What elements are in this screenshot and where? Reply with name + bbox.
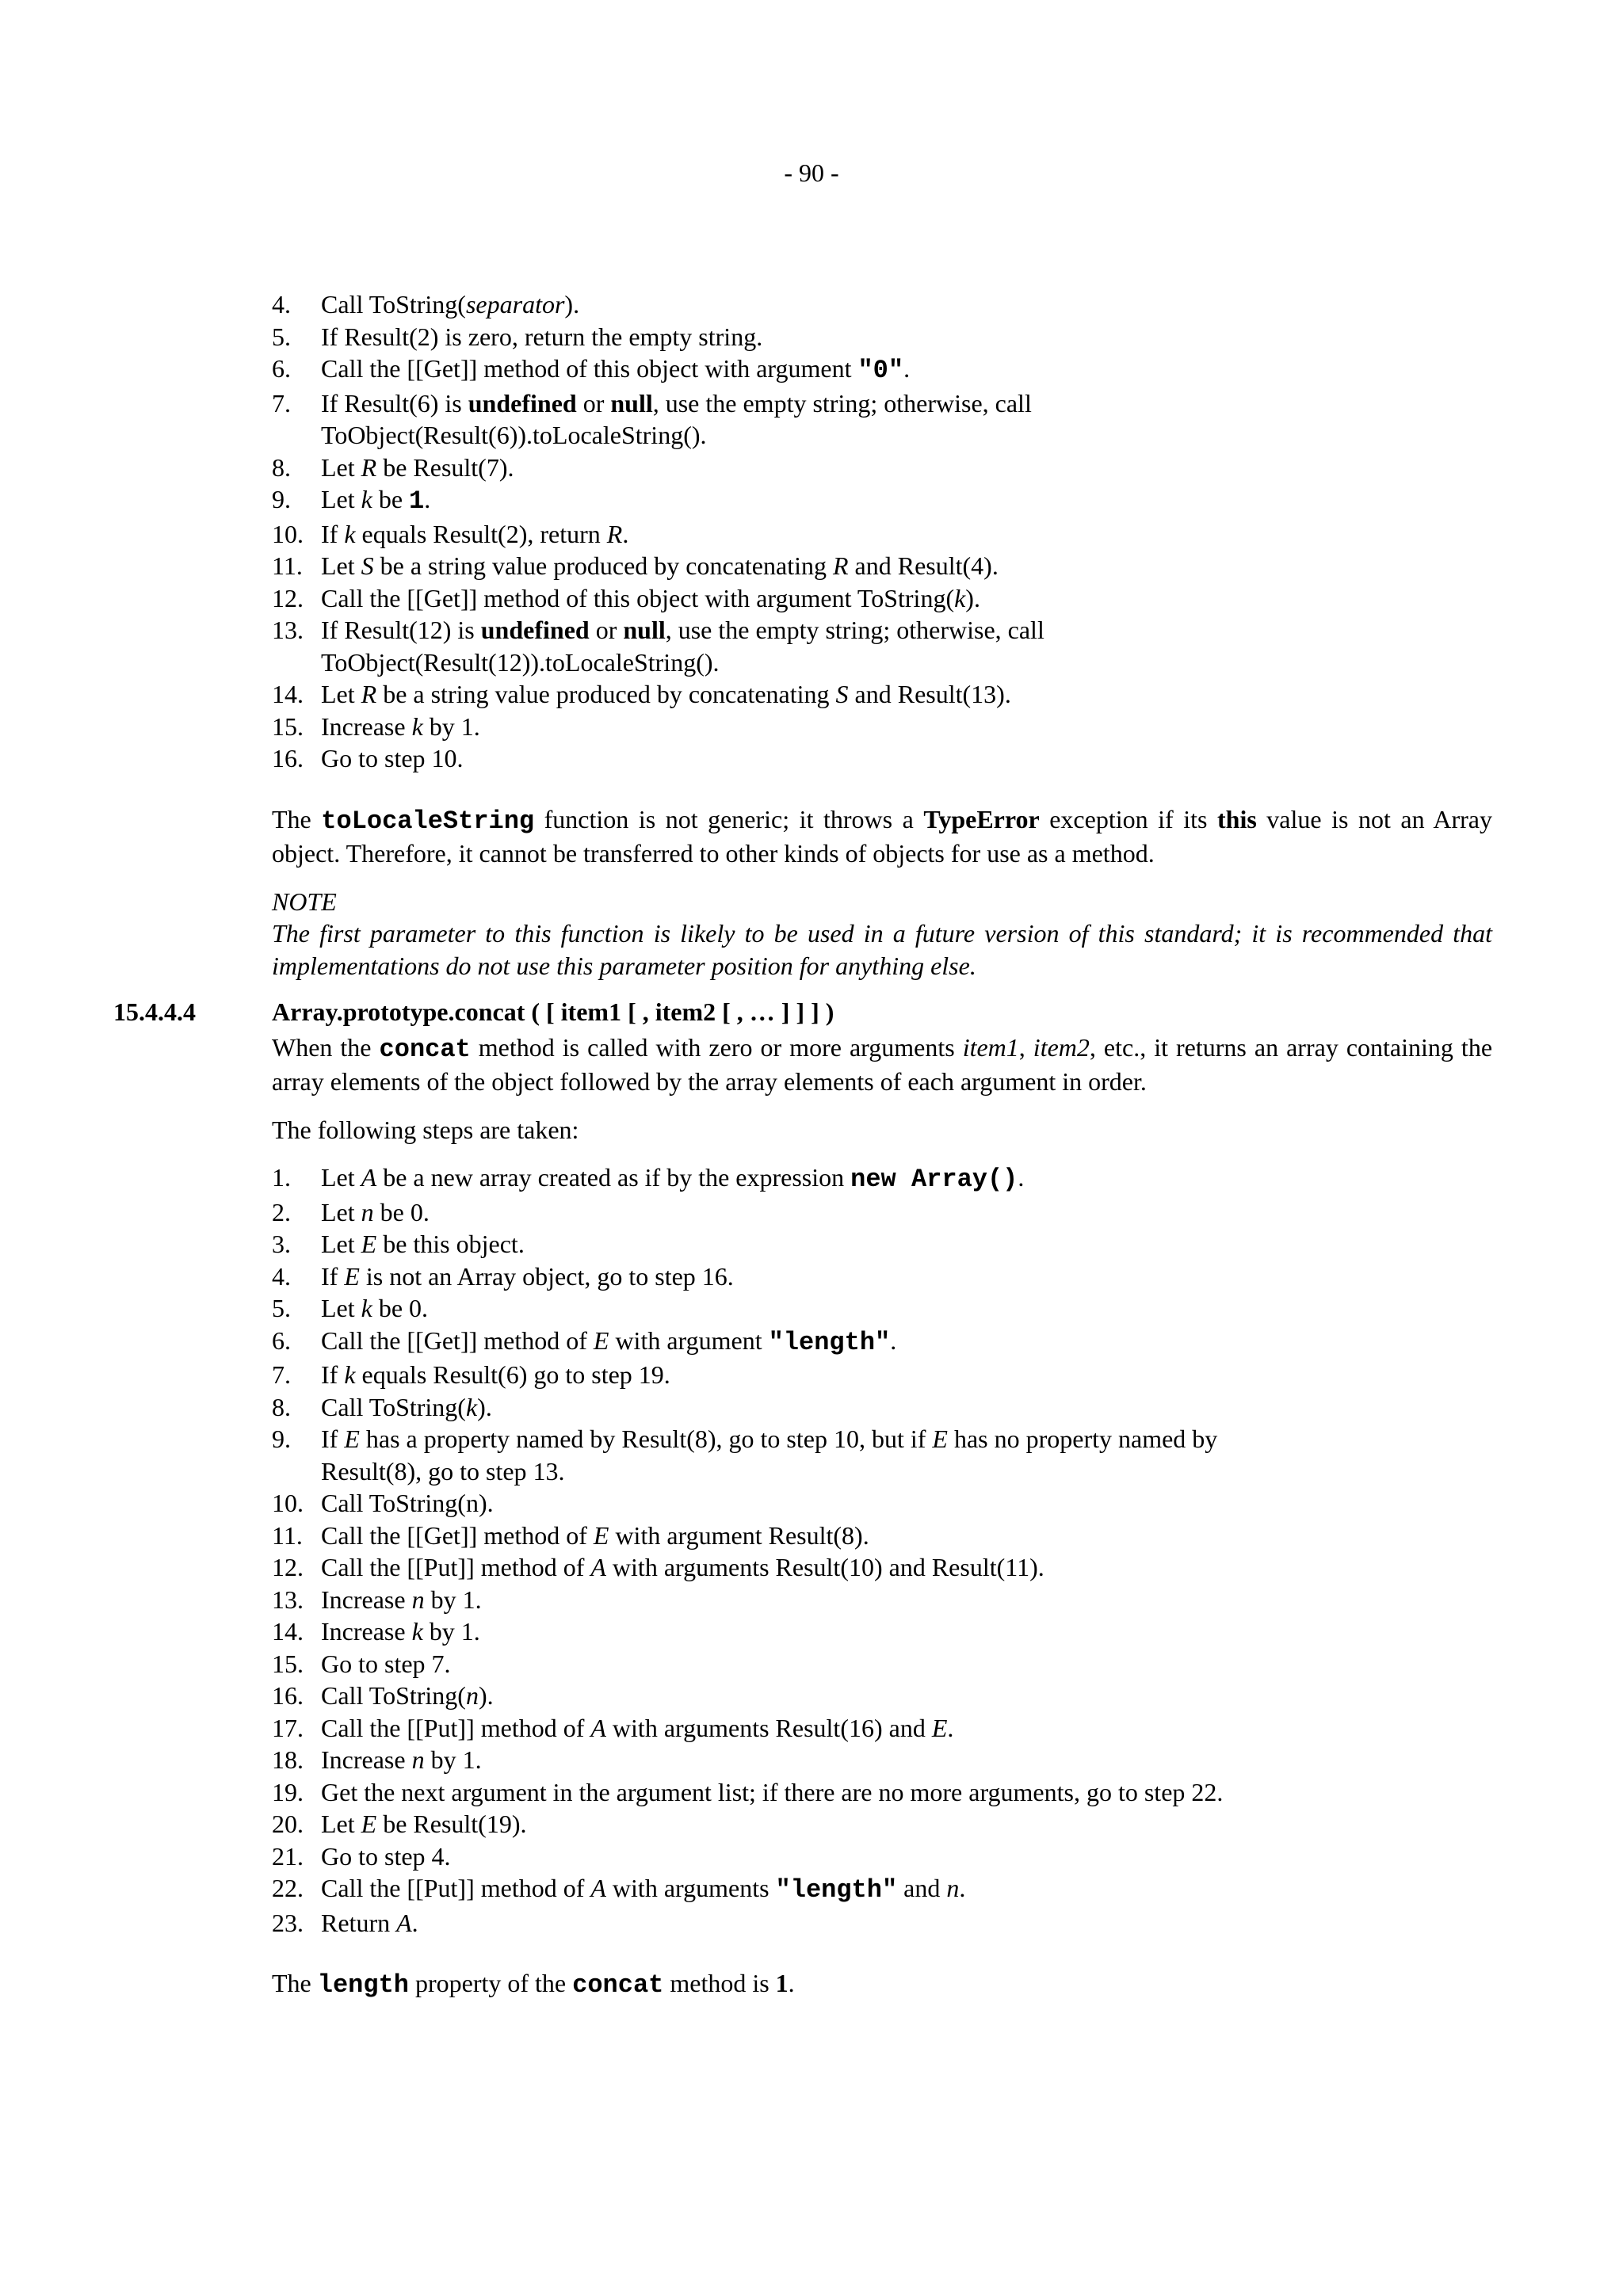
italic-text: k <box>361 485 372 513</box>
step-number: 21. <box>272 1841 304 1871</box>
italic-text: item2 <box>1033 1032 1090 1062</box>
list-item <box>272 1423 1492 1487</box>
step-number: 8. <box>272 452 291 482</box>
step-number: 4. <box>272 290 291 318</box>
generic-paragraph <box>272 803 1492 870</box>
step-text <box>321 744 464 772</box>
page-content <box>113 288 1493 2002</box>
steps-intro: The following steps are taken: <box>272 1115 579 1144</box>
text-run: exception if its <box>1039 804 1217 833</box>
text-run: be 0. <box>373 1197 430 1226</box>
list-item <box>272 483 1492 518</box>
list-item <box>272 614 1492 678</box>
step-text <box>321 1681 494 1710</box>
list-item <box>272 1808 1492 1840</box>
text-run: When the <box>272 1032 380 1062</box>
text-run: Go to step 10. <box>321 744 464 772</box>
step-number: 18. <box>272 1745 304 1774</box>
step-text <box>321 1650 451 1678</box>
step-text <box>321 1393 492 1421</box>
note-label: NOTE <box>272 887 337 916</box>
text-run: Call the [[Get]] method of this object with argument ToString( <box>321 583 955 612</box>
list-item <box>272 1872 1492 1907</box>
text-run: Increase <box>321 1585 412 1614</box>
list-item <box>272 1840 1492 1873</box>
text-run: is not an Array object, go to step 16. <box>359 1261 734 1291</box>
bold-text: 1 <box>775 1969 789 1997</box>
step-text <box>321 1617 480 1646</box>
italic-text: E <box>593 1325 609 1355</box>
section-title: Array.prototype.concat ( [ item1 [ , item2 [ , … ] ] ] ) <box>272 997 834 1026</box>
bold-text: TypeError <box>923 804 1040 833</box>
step-number: 15. <box>272 711 304 741</box>
italic-text: E <box>932 1425 948 1453</box>
step-number: 15. <box>272 1649 304 1678</box>
step-number: 12. <box>272 583 304 612</box>
list-item <box>272 1292 1492 1325</box>
step-number: 8. <box>272 1392 291 1421</box>
list-item <box>272 1487 1492 1520</box>
section-heading <box>113 996 1492 1028</box>
text-run: . <box>947 1713 954 1742</box>
list-item <box>272 1776 1492 1809</box>
text-run: Let <box>321 1810 361 1838</box>
text-run: , use the empty string; otherwise, call <box>652 388 1032 418</box>
step-number: 7. <box>272 1360 291 1389</box>
text-run: Let <box>321 1294 361 1322</box>
italic-text: A <box>590 1874 606 1902</box>
text-run: be a string value produced by concatenating <box>373 551 833 580</box>
italic-text: A <box>396 1908 412 1937</box>
step-text <box>321 322 762 351</box>
text-run: , use the empty string; otherwise, call <box>665 616 1044 644</box>
italic-text: A <box>590 1553 606 1581</box>
bold-text: null <box>623 616 666 644</box>
text-run: . <box>903 354 911 383</box>
text-run: Let <box>321 1197 361 1226</box>
note-text: The first parameter to this function is likely to be used in a future version of this standard; it is recommended that implementations do not use this parameter position for anything else. <box>272 919 1492 980</box>
list-item <box>272 1551 1492 1584</box>
step-text <box>321 1262 734 1291</box>
step-number: 4. <box>272 1261 291 1291</box>
text-run: function is not generic; it throws a <box>534 804 924 833</box>
text-run: Let <box>321 452 361 482</box>
italic-text: R <box>361 452 377 482</box>
list-item <box>272 1261 1492 1293</box>
text-run: If <box>321 519 345 548</box>
text-run: equals Result(6) go to step 19. <box>355 1360 670 1389</box>
text-run: Get the next argument in the argument list; if there are no more arguments, go to step 22. <box>321 1777 1224 1806</box>
text-run: . <box>890 1325 897 1355</box>
code-text: toLocaleString <box>321 806 535 836</box>
list-item <box>272 1744 1492 1776</box>
text-run: method is called with zero or more arguments <box>470 1032 963 1062</box>
step-number: 5. <box>272 1294 291 1322</box>
text-run: with arguments <box>605 1874 776 1902</box>
text-run: by 1. <box>422 1617 480 1646</box>
bold-text: undefined <box>480 616 590 644</box>
italic-text: A <box>590 1713 606 1742</box>
list-item <box>272 582 1492 615</box>
step-text <box>321 389 1032 450</box>
step-number: 6. <box>272 354 291 383</box>
code-text: concat <box>379 1034 471 1064</box>
step-text <box>321 1521 869 1550</box>
step-number: 20. <box>272 1810 304 1838</box>
text-run: and <box>897 1874 947 1902</box>
text-run: be 0. <box>372 1294 429 1322</box>
text-run: with argument <box>609 1325 769 1355</box>
step-number: 16. <box>272 1681 304 1710</box>
list-item <box>272 288 1492 321</box>
text-run: with argument Result(8). <box>609 1520 869 1550</box>
length-property-paragraph <box>272 1967 1492 2002</box>
text-run: Call ToString( <box>321 1681 466 1710</box>
step-text <box>321 1909 418 1937</box>
text-run: be a new array created as if by the expression <box>376 1163 851 1192</box>
text-run: The <box>272 1969 318 1997</box>
step-number: 9. <box>272 1425 291 1453</box>
text-run: Call the [[Put]] method of <box>321 1874 591 1902</box>
list-item <box>272 550 1492 582</box>
text-run: ToObject(Result(12)).toLocaleString(). <box>321 647 720 677</box>
italic-text: E <box>344 1425 360 1453</box>
text-run: or <box>576 388 611 418</box>
step-text <box>321 520 628 548</box>
bold-text: null <box>610 388 653 418</box>
step-text <box>321 551 999 580</box>
italic-text: item1 <box>962 1032 1019 1062</box>
list-item <box>272 742 1492 775</box>
list-item <box>272 711 1492 743</box>
step-text <box>321 1198 430 1226</box>
list-item <box>272 353 1492 387</box>
step-text <box>321 712 480 741</box>
concat-description <box>272 1032 1492 1098</box>
code-text: "length" <box>768 1327 891 1357</box>
text-run: If Result(12) is <box>321 616 481 644</box>
text-run: , <box>1018 1032 1033 1062</box>
step-number: 5. <box>272 322 291 351</box>
text-run: ). <box>564 290 580 318</box>
step-number: 10. <box>272 519 304 548</box>
text-run: with arguments Result(10) and Result(11). <box>605 1553 1044 1581</box>
italic-text: R <box>606 519 623 548</box>
italic-text: E <box>344 1261 360 1291</box>
step-text <box>321 1326 896 1355</box>
text-run: Increase <box>321 711 412 741</box>
text-run: be <box>372 485 410 513</box>
text-run: Result(8), go to step 13. <box>321 1456 565 1486</box>
step-text <box>321 1745 482 1774</box>
text-run: be a string value produced by concatenating <box>376 680 836 708</box>
list-item <box>272 1907 1492 1939</box>
italic-text: E <box>361 1230 377 1258</box>
text-run: has a property named by Result(8), go to step 10, but if <box>359 1425 933 1453</box>
bold-text: undefined <box>468 388 577 418</box>
text-run: Let <box>321 680 361 708</box>
text-run: Increase <box>321 1617 412 1646</box>
step-number: 6. <box>272 1325 291 1355</box>
step-text <box>321 485 431 516</box>
step-number: 1. <box>272 1163 291 1192</box>
code-text: "length" <box>775 1875 898 1905</box>
text-run: . <box>788 1969 795 1997</box>
text-run: Return <box>321 1908 397 1937</box>
step-number: 14. <box>272 1617 304 1646</box>
list-item <box>272 678 1492 711</box>
italic-text: k <box>411 1617 423 1646</box>
step-number: 16. <box>272 744 304 772</box>
step-number: 23. <box>272 1908 304 1937</box>
step-number: 3. <box>272 1230 291 1258</box>
step-text <box>321 1230 525 1258</box>
list-item <box>272 1161 1492 1196</box>
step-text <box>321 354 910 383</box>
step-number: 10. <box>272 1489 304 1517</box>
section-number: 15.4.4.4 <box>113 997 196 1026</box>
text-run: be this object. <box>376 1230 525 1258</box>
step-text <box>321 453 514 482</box>
list-item <box>272 1196 1492 1229</box>
text-run: Increase <box>321 1745 412 1774</box>
step-number: 7. <box>272 388 291 418</box>
italic-text: S <box>835 680 849 708</box>
text-run: . <box>1018 1163 1025 1192</box>
step-text <box>321 1163 1024 1192</box>
text-run: and Result(13). <box>848 680 1011 708</box>
text-run: Go to step 4. <box>321 1841 451 1871</box>
text-run: The <box>272 804 322 833</box>
step-number: 13. <box>272 616 304 644</box>
step-text <box>321 1489 494 1517</box>
text-run: by 1. <box>424 1585 482 1614</box>
step-text <box>321 1360 670 1389</box>
step-number: 19. <box>272 1777 304 1806</box>
list-item <box>272 1680 1492 1712</box>
list-item <box>272 1712 1492 1745</box>
text-run: be Result(19). <box>376 1810 527 1838</box>
code-text: length <box>317 1970 409 2000</box>
text-run: Let <box>321 1230 361 1258</box>
italic-text: E <box>593 1520 609 1550</box>
step-text <box>321 1294 428 1322</box>
text-run: property of the <box>408 1969 573 1997</box>
text-run: If Result(2) is zero, return the empty string. <box>321 322 763 351</box>
step-number: 2. <box>272 1197 291 1226</box>
list-item <box>272 1584 1492 1616</box>
step-number: 11. <box>272 1520 303 1550</box>
page-number: - 90 - <box>784 158 839 187</box>
step-text <box>321 1842 451 1871</box>
text-run: has no property named by <box>947 1425 1218 1453</box>
step-text <box>321 1553 1044 1581</box>
text-run: ). <box>965 583 980 612</box>
text-run: . <box>424 485 431 513</box>
step-number: 11. <box>272 551 303 580</box>
italic-text: R <box>361 680 377 708</box>
step-text <box>321 1810 526 1838</box>
italic-text: n <box>411 1745 425 1774</box>
concat-steps <box>272 1161 1492 1939</box>
list-item <box>272 1325 1492 1360</box>
text-run: If <box>321 1360 345 1389</box>
text-run: value is not an Array object. Therefore, it cannot be transferred to other kinds of objects for use as a method. <box>272 804 1493 868</box>
italic-text: E <box>931 1713 948 1742</box>
step-text <box>321 1778 1223 1806</box>
text-run: ToObject(Result(6)).toLocaleString(). <box>321 421 707 449</box>
text-run: Call the [[Put]] method of <box>321 1553 591 1581</box>
italic-text: E <box>361 1810 377 1838</box>
text-run: and Result(4). <box>848 551 999 580</box>
text-run: or <box>589 616 624 644</box>
step-number: 13. <box>272 1585 304 1614</box>
text-run: equals Result(2), return <box>355 519 607 548</box>
list-item <box>272 518 1492 551</box>
text-run: If <box>321 1425 345 1453</box>
step-text <box>321 290 579 318</box>
step-text <box>321 1874 966 1905</box>
step-text <box>321 1425 1217 1486</box>
list-item <box>272 1228 1492 1261</box>
italic-text: k <box>465 1392 478 1421</box>
list-item <box>272 1520 1492 1552</box>
step-text <box>321 584 980 612</box>
list-item <box>272 1359 1492 1391</box>
text-run: by 1. <box>424 1745 482 1774</box>
step-number: 9. <box>272 485 291 513</box>
italic-text: S <box>361 551 374 580</box>
step-text <box>321 1714 953 1742</box>
text-run: Call ToString( <box>321 290 466 318</box>
text-run: Let <box>321 1163 361 1192</box>
text-run: . <box>959 1874 966 1902</box>
text-run: with arguments Result(16) and <box>605 1713 932 1742</box>
italic-text: n <box>361 1197 374 1226</box>
italic-text: k <box>954 583 966 612</box>
text-run: If Result(6) is <box>321 388 468 418</box>
code-text: "0" <box>857 356 904 385</box>
text-run: If <box>321 1261 345 1291</box>
text-run: ). <box>477 1392 492 1421</box>
italic-text: n <box>465 1681 479 1710</box>
text-run: be Result(7). <box>376 452 514 482</box>
step-number: 12. <box>272 1553 304 1581</box>
step-text <box>321 1585 482 1614</box>
text-run: ). <box>478 1681 494 1710</box>
text-run: Call the [[Put]] method of <box>321 1713 591 1742</box>
text-run: . <box>411 1908 418 1937</box>
list-item <box>272 452 1492 484</box>
text-run: by 1. <box>422 711 480 741</box>
text-run: Call the [[Get]] method of <box>321 1325 594 1355</box>
text-run: Let <box>321 485 361 513</box>
italic-text: A <box>361 1163 377 1192</box>
text-run: , etc., it returns an array containing the array elements of the object followed by the array elements of each argument in order. <box>272 1032 1493 1096</box>
list-item <box>272 1648 1492 1680</box>
list-item <box>272 321 1492 353</box>
text-run: . <box>622 519 629 548</box>
step-text <box>321 616 1044 677</box>
italic-text: separator <box>465 290 565 318</box>
italic-text: R <box>832 551 849 580</box>
italic-text: k <box>361 1294 372 1322</box>
italic-text: k <box>411 711 423 741</box>
code-text: new Array() <box>850 1165 1018 1194</box>
italic-text: k <box>344 519 356 548</box>
text-run: Call the [[Get]] method of this object with argument <box>321 354 858 383</box>
step-number: 22. <box>272 1874 304 1902</box>
text-run: Call ToString( <box>321 1392 466 1421</box>
text-run: Call the [[Get]] method of <box>321 1520 594 1550</box>
code-text: concat <box>572 1970 664 2000</box>
text-run: method is <box>663 1969 776 1997</box>
list-item <box>272 387 1492 452</box>
text-run: Call ToString(n). <box>321 1489 494 1517</box>
text-run: Go to step 7. <box>321 1649 451 1678</box>
italic-text: n <box>946 1874 960 1902</box>
bold-text: this <box>1216 804 1257 833</box>
code-text: 1 <box>409 486 425 516</box>
italic-text: n <box>411 1585 425 1614</box>
tolocalestring-steps <box>272 288 1492 775</box>
italic-text: k <box>344 1360 356 1389</box>
step-text <box>321 680 1011 708</box>
list-item <box>272 1615 1492 1648</box>
text-run: Let <box>321 551 361 580</box>
step-number: 14. <box>272 680 304 708</box>
list-item <box>272 1391 1492 1424</box>
step-number: 17. <box>272 1713 304 1742</box>
